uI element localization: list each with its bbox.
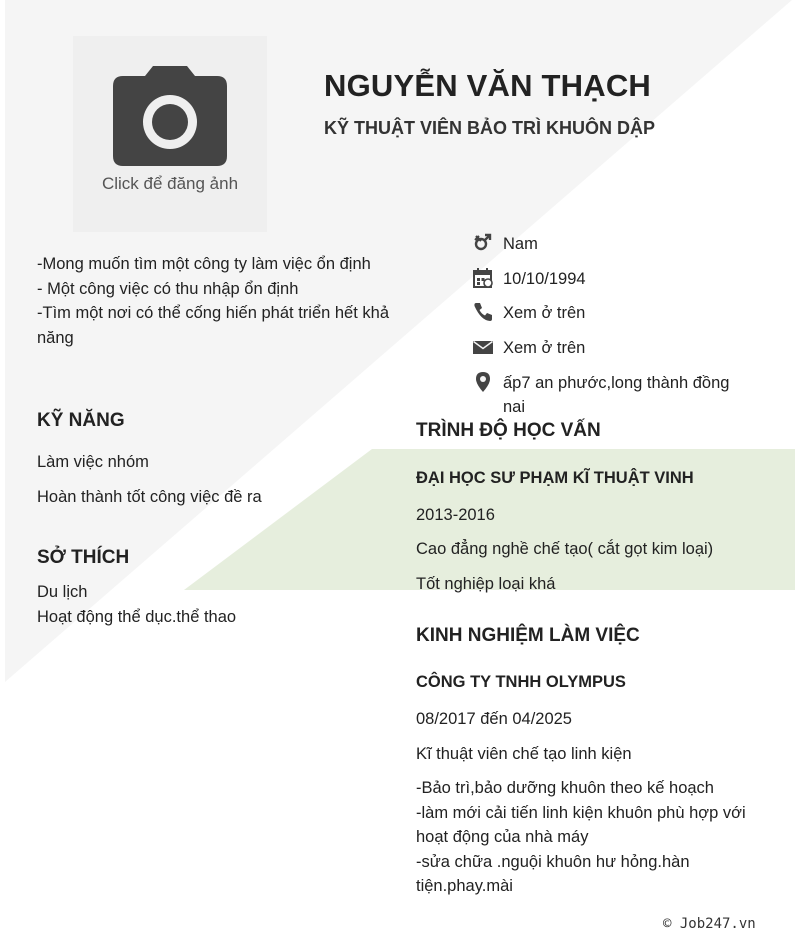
- education-period: 2013-2016: [416, 506, 495, 524]
- mail-icon: [472, 336, 494, 358]
- experience-title: KINH NGHIỆM LÀM VIỆC: [416, 625, 640, 646]
- gender-icon: [472, 232, 494, 254]
- experience-position: Kĩ thuật viên chế tạo linh kiện: [416, 745, 632, 763]
- info-gender: [472, 232, 538, 256]
- candidate-name: NGUYỄN VĂN THẠCH: [324, 68, 651, 103]
- calendar-icon: [472, 267, 494, 289]
- duty-line: -làm mới cải tiến linh kiện khuôn phù hợp với hoạt động của nhà máy: [416, 803, 746, 846]
- experience-period: 08/2017 đến 04/2025: [416, 710, 572, 728]
- duty-line: -Bảo trì,bảo dưỡng khuôn theo kế hoạch: [416, 779, 714, 797]
- career-objective: [37, 252, 417, 350]
- skill-item: Hoàn thành tốt công việc đề ra: [37, 488, 262, 506]
- education-result: Tốt nghiệp loại khá: [416, 575, 556, 593]
- candidate-job-title: KỸ THUẬT VIÊN BẢO TRÌ KHUÔN DẬP: [324, 118, 656, 138]
- info-birthday: [472, 267, 586, 291]
- info-phone: [472, 301, 585, 325]
- info-email: [472, 336, 585, 360]
- footer-copyright[interactable]: © Job247.vn: [663, 916, 756, 932]
- objective-line: - Một công việc có thu nhập ổn định: [37, 279, 299, 298]
- objective-line: -Tìm một nơi có thể cống hiến phát triển hết khả năng: [37, 304, 390, 347]
- gender-value: Nam: [503, 235, 538, 253]
- education-school: ĐẠI HỌC SƯ PHẠM KĨ THUẬT VINH: [416, 469, 694, 487]
- camera-icon: [111, 64, 229, 168]
- hobby-line: Du lịch: [37, 583, 88, 601]
- experience-duties: [416, 776, 771, 899]
- birthday-value: 10/10/1994: [503, 270, 586, 288]
- info-address: [472, 371, 743, 419]
- skills-title: KỸ NĂNG: [37, 410, 125, 431]
- skill-item: Làm việc nhóm: [37, 453, 149, 471]
- address-value: ấp7 an phước,long thành đồng nai: [503, 374, 730, 416]
- experience-company: CÔNG TY TNHH OLYMPUS: [416, 673, 626, 691]
- hobbies-content: [37, 580, 236, 629]
- upload-photo-caption: Click để đăng ảnh: [101, 174, 239, 193]
- email-value: Xem ở trên: [503, 339, 586, 357]
- education-major: Cao đẳng nghề chế tạo( cắt gọt kim loại): [416, 540, 714, 558]
- hobbies-title: SỞ THÍCH: [37, 547, 130, 568]
- hobby-line: Hoạt động thể dục.thể thao: [37, 607, 237, 626]
- objective-line: -Mong muốn tìm một công ty làm việc ổn định: [37, 255, 371, 273]
- phone-value: Xem ở trên: [503, 304, 586, 322]
- location-icon: [472, 371, 494, 393]
- education-title: TRÌNH ĐỘ HỌC VẤN: [416, 420, 601, 441]
- duty-line: -sửa chữa .nguội khuôn hư hỏng.hàn tiện.phay.mài: [416, 852, 690, 895]
- upload-photo-box[interactable]: [73, 36, 267, 232]
- phone-icon: [472, 301, 494, 323]
